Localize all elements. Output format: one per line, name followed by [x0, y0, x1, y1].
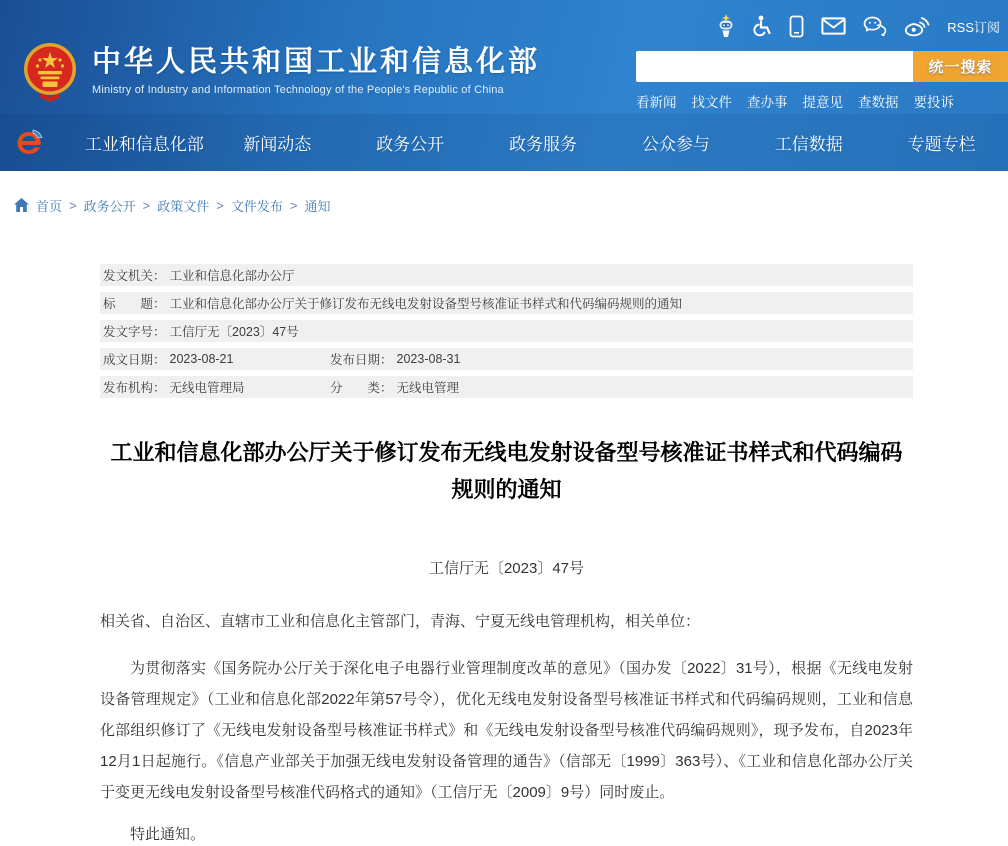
quick-links-row	[636, 91, 1008, 111]
weibo-icon[interactable]	[904, 16, 930, 37]
meta-label: 发布日期：	[330, 353, 393, 367]
meta-row-publisher-category	[100, 376, 913, 398]
document-content	[100, 264, 913, 846]
breadcrumb-policy-documents[interactable]: 政策文件	[157, 198, 210, 214]
header-icon-row	[636, 12, 1008, 40]
meta-value: 工业和信息化部办公厅关于修订发布无线电发射设备型号核准证书样式和代码编码规则的通知	[169, 297, 683, 311]
meta-label: 发文机关：	[103, 269, 166, 283]
header-top	[0, 0, 1008, 114]
main-paragraph: 为贯彻落实《国务院办公厅关于深化电子电器行业管理制度改革的意见》（国办发〔2022〕31号），根据《无线电发射设备管理规定》（工业和信息化部2022年第57号令），优化无线电发射设备型号核准证书样式和代码编码规则，工业和信息化部组织修订了《无线电发射设备型号核准证书样式》和《无线电发射设备型号核准代码编码规则》，现予发布，自2023年12月1日起施行。《信息产业部关于加强无线电发射设备管理的通告》（信部无〔1999〕363号）、《工业和信息化部办公厅关于变更无线电发射设备型号核准代码格式的通知》（工信厅无〔2009〕9号）同时废止。	[100, 660, 913, 801]
quick-link-feedback[interactable]: 提意见	[802, 95, 843, 110]
quick-link-services[interactable]: 查办事	[747, 95, 788, 110]
meta-value: 2023-08-21	[169, 352, 234, 366]
rss-subscribe-link[interactable]: RSS订阅	[947, 19, 1000, 35]
site-subtitle: Ministry of Industry and Information Technology of the People's Republic of China	[92, 84, 504, 96]
home-icon[interactable]	[14, 198, 29, 212]
brand-text	[92, 46, 540, 96]
nav-item-gov-disclosure[interactable]: 政务公开	[376, 135, 445, 154]
site-header	[0, 0, 1008, 171]
breadcrumb-document-release[interactable]: 文件发布	[230, 198, 283, 214]
header-right	[636, 12, 1008, 111]
meta-label: 发文字号：	[103, 325, 166, 339]
mobile-icon[interactable]	[789, 15, 804, 38]
meta-row-issuing-agency	[100, 264, 913, 286]
robot-assistant-icon[interactable]	[716, 14, 736, 38]
main-nav	[0, 114, 1008, 171]
meta-label: 分 类：	[330, 381, 393, 395]
meta-label: 成文日期：	[103, 353, 166, 367]
miit-e-logo-icon[interactable]	[13, 128, 45, 158]
breadcrumb-separator: >	[289, 197, 298, 213]
meta-value: 工业和信息化部办公厅	[169, 269, 295, 283]
meta-label: 发布机构：	[103, 381, 166, 395]
breadcrumb-notice[interactable]: 通知	[304, 198, 331, 214]
quick-link-documents[interactable]: 找文件	[691, 95, 732, 110]
closing-paragraph: 特此通知。	[130, 826, 206, 843]
nav-item-miit-data[interactable]: 工信数据	[774, 135, 843, 154]
meta-value: 2023-08-31	[396, 352, 461, 366]
nav-item-miit[interactable]: 工业和信息化部	[84, 135, 204, 154]
nav-item-news[interactable]: 新闻动态	[243, 135, 312, 154]
article-title: 工业和信息化部办公厅关于修订发布无线电发射设备型号核准证书样式和代码编码规则的通知	[110, 440, 903, 502]
breadcrumb-separator: >	[216, 197, 224, 213]
meta-row-dates	[100, 348, 913, 370]
breadcrumb	[0, 171, 1008, 215]
meta-label: 标 题：	[103, 297, 166, 311]
search-bar	[636, 51, 1008, 82]
salutation-paragraph: 相关省、自治区、直辖市工业和信息化主管部门，青海、宁夏无线电管理机构，相关单位：	[100, 613, 701, 630]
quick-link-news[interactable]: 看新闻	[636, 95, 677, 110]
meta-row-title	[100, 292, 913, 314]
breadcrumb-home[interactable]: 首页	[36, 198, 63, 214]
quick-link-data[interactable]: 查数据	[858, 95, 899, 110]
site-title: 中华人民共和国工业和信息化部	[92, 46, 541, 78]
meta-row-doc-number	[100, 320, 913, 342]
nav-item-public-participation[interactable]: 公众参与	[641, 135, 710, 154]
national-emblem-icon	[22, 40, 78, 102]
search-input[interactable]	[636, 51, 913, 82]
mail-icon[interactable]	[821, 17, 846, 35]
meta-value: 无线电管理	[396, 381, 460, 395]
wechat-icon[interactable]	[863, 16, 887, 36]
nav-item-special-topics[interactable]: 专题专栏	[907, 135, 976, 154]
nav-item-gov-services[interactable]: 政务服务	[509, 135, 577, 154]
breadcrumb-separator: >	[69, 197, 77, 213]
document-number: 工信厅无〔2023〕47号	[428, 560, 585, 577]
breadcrumb-separator: >	[142, 197, 151, 213]
meta-value: 无线电管理局	[169, 381, 245, 395]
meta-value: 工信厅无〔2023〕47号	[169, 325, 299, 339]
breadcrumb-gov-disclosure[interactable]: 政务公开	[83, 198, 136, 214]
site-brand[interactable]	[22, 40, 540, 102]
accessibility-icon[interactable]	[753, 15, 772, 38]
document-meta-table	[100, 264, 913, 398]
unified-search-button[interactable]: 统一搜索	[913, 51, 1008, 82]
quick-link-complaint[interactable]: 要投诉	[913, 95, 954, 110]
